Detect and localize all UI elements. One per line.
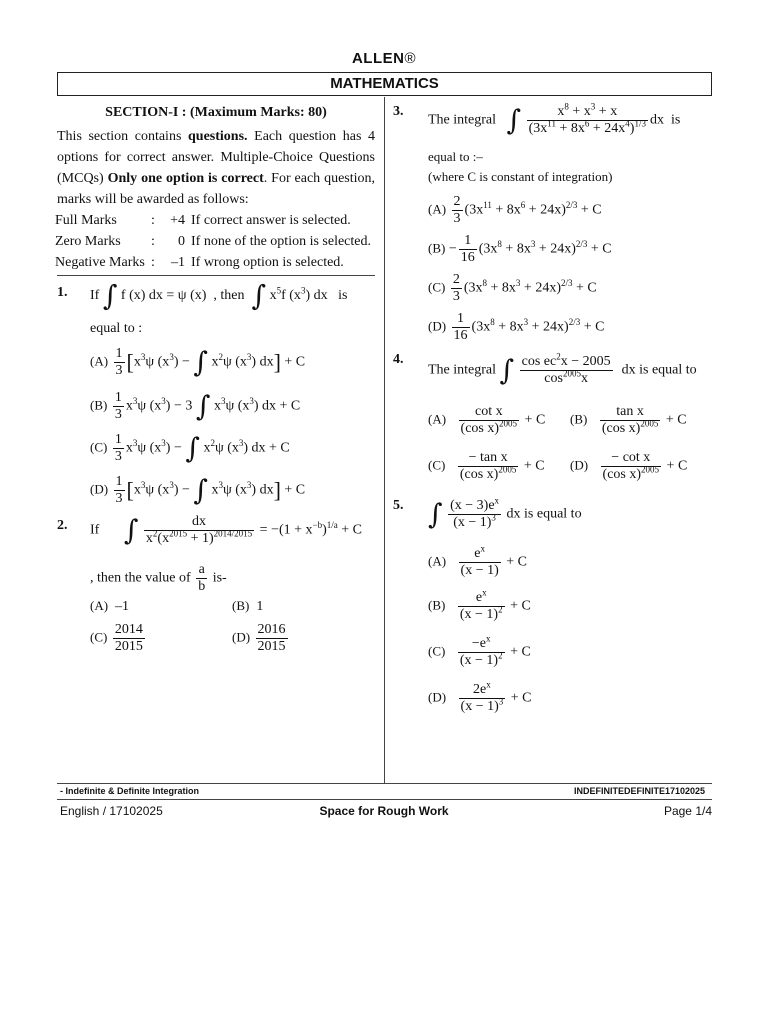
q2-option-b[interactable]: (B) 1 <box>232 598 264 614</box>
footer-top-rule <box>57 783 712 784</box>
q3-number: 3. <box>393 104 404 119</box>
q1-stem: If ∫ f (x) dx = ψ (x) , then ∫ $x^5f$ $(x^3)$ dx is <box>90 279 348 312</box>
q2-stem: If ∫ $\frac{dx}{x^2(x^{2015} + 1)^{2014/2015}}$ = $-(1 + x^{-b})^{1/a} + C$ <box>90 513 363 547</box>
section-title: SECTION-I : (Maximum Marks: 80) <box>105 105 327 120</box>
q4-stem: The integral ∫ $\frac{\cos ec^2x - 2005}{\cos^{2005}x}$ dx is equal to <box>428 351 697 387</box>
q3-option-b[interactable]: (B) − $\frac{1}{16}$ $(3x^8 + 8x^3 + 24x)^{2/3} + C$ <box>428 233 612 265</box>
q2-then: , then the value of $\frac{a}{b}$ is- <box>90 562 227 594</box>
marking-scheme: Full Marks : +4 If correct answer is selected. Zero Marks : 0 If none of the option is selected. Negative Marks : –1 If wrong option is selected. <box>55 213 372 270</box>
footer-lang: English / 17102025 <box>60 804 163 818</box>
footer-topic: - Indefinite & Definite Integration <box>60 786 199 796</box>
q5-option-a[interactable]: (A) $\frac{e^x}{(x - 1)}$ + C <box>428 543 528 578</box>
q4-option-c[interactable]: (C) $\frac{\text{− tan x}}{(\cos x)^{2005}}$ + C <box>428 450 545 482</box>
page-number: Page 1/4 <box>663 804 712 818</box>
rough-work-label: Space for Rough Work <box>319 804 449 818</box>
q4-option-b[interactable]: (B) $\frac{\text{tan x}}{(\cos x)^{2005}}$ + C <box>570 404 687 436</box>
q1-tail: equal to : <box>90 321 143 336</box>
q1-option-a[interactable]: (A) $\frac{1}{3}$ [$x^3\psi$ $(x^3)$ − ∫ $x^2\psi$ $(x^3) dx] + C$ <box>90 345 306 379</box>
q3-option-a[interactable]: (A) $\frac{2}{3}$ $(3x^{11} + 8x^6 + 24x)^{2/3} + C$ <box>428 194 602 226</box>
q1-option-b[interactable]: (B) $\frac{1}{3}$ $x^3\psi$ $(x^3) - 3$ ∫ $x^3\psi$ $(x^3)$ dx + C <box>90 389 301 423</box>
q3-option-d[interactable]: (D) $\frac{1}{16}$ $(3x^8 + 8x^3 + 24x)^{2/3} + C$ <box>428 311 605 343</box>
footer-bottom-rule <box>57 799 712 800</box>
q2-option-a[interactable]: (A) –1 <box>90 598 130 614</box>
q4-option-a[interactable]: (A) $\frac{\text{cot x}}{(\cos x)^{2005}}$ + C <box>428 404 546 436</box>
section-divider <box>57 275 375 276</box>
q3-tail: equal to :– <box>428 149 483 164</box>
q1-option-c[interactable]: (C) $\frac{1}{3}$ $x^3\psi$ $(x^3)$ − ∫ $x^2\psi$ $(x^3)$ dx + C <box>90 431 290 465</box>
column-divider <box>384 97 385 783</box>
q2-option-d[interactable]: (D) $\frac{2016}{2015}$ <box>232 622 286 654</box>
q5-option-c[interactable]: (C) $\frac{-e^x}{(x - 1)^2}$ + C <box>428 633 531 668</box>
q5-option-d[interactable]: (D) $\frac{2e^x}{(x - 1)^3}$ + C <box>428 679 532 714</box>
subject-title: MATHEMATICS <box>57 72 712 96</box>
q3-option-c[interactable]: (C) $\frac{2}{3}$ $(3x^8 + 8x^3 + 24x)^{2/3} + C$ <box>428 272 597 304</box>
q4-number: 4. <box>393 352 404 367</box>
q5-stem: ∫ $\frac{(x - 3)e^x}{(x - 1)^3}$ dx is equal to <box>428 495 582 531</box>
q4-option-d[interactable]: (D) $\frac{\text{− cot x}}{(\cos x)^{2005}}$ + C <box>570 450 688 482</box>
q2-number: 2. <box>57 518 68 533</box>
q2-option-c[interactable]: (C) $\frac{2014}{2015}$ <box>90 622 143 654</box>
footer-code: INDEFINITEDEFINITE17102025 <box>574 786 706 796</box>
q1-number: 1. <box>57 285 68 300</box>
brand-logo: ALLEN® <box>351 50 417 67</box>
q3-stem: The integral ∫ $\frac{x^8 + x^3 + x}{(3x^{11} + 8x^6 + 24x^4)^{1/3}}$ dx is <box>428 101 681 137</box>
q1-option-d[interactable]: (D) $\frac{1}{3}$ [$x^3\psi$ $(x^3)$ − ∫ $x^3\psi$ $(x^3) dx] + C$ <box>90 473 306 507</box>
q5-option-b[interactable]: (B) $\frac{e^x}{(x - 1)^2}$ + C <box>428 587 531 622</box>
section-intro: This section contains questions. Each question has 4 options for correct answer. Multiple-Choice Questions (MCQs) Only one option is correct. For each question, marks will be awarded as follows: <box>57 129 376 207</box>
q3-note: (where C is constant of integration) <box>428 169 613 184</box>
q5-number: 5. <box>393 498 404 513</box>
